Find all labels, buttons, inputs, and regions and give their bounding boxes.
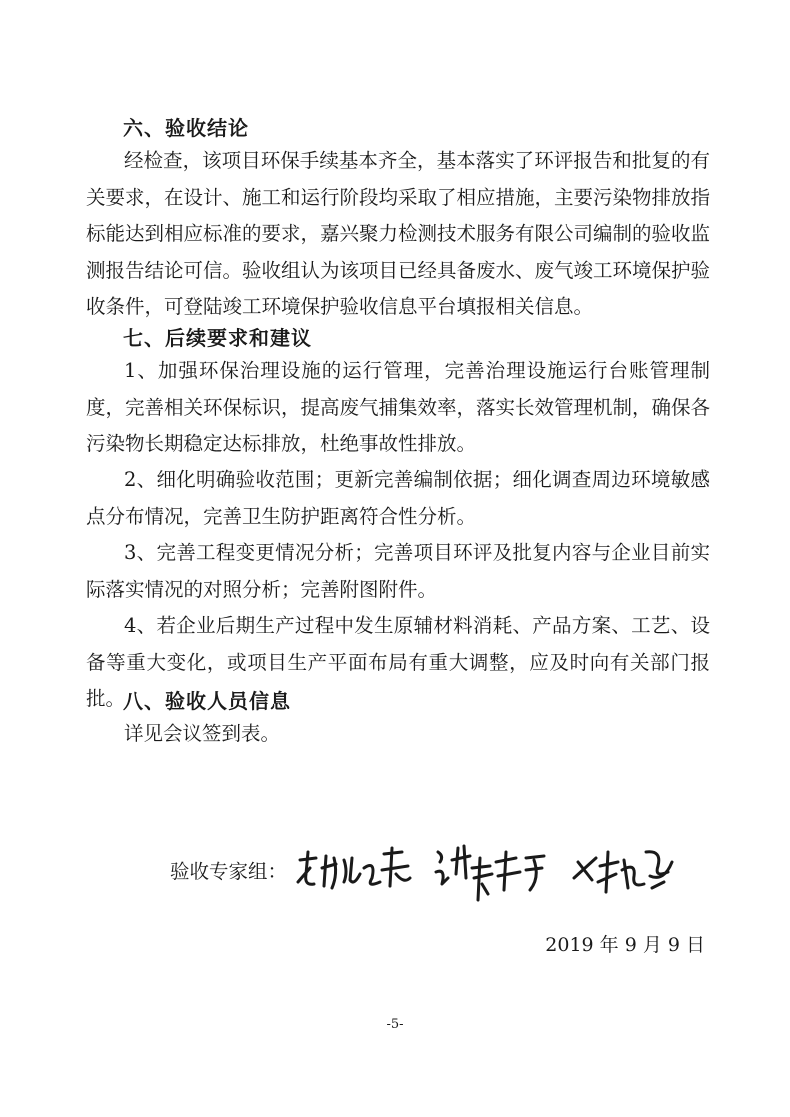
section-6-heading: 六、验收结论 (123, 116, 249, 140)
document-date: 2019 年 9 月 9 日 (545, 934, 705, 956)
handwritten-signature-1 (292, 838, 417, 898)
section-7-item-2: 2、细化明确验收范围；更新完善编制依据；细化调查周边环境敏感点分布情况，完善卫生防护距离符合性分析。 (86, 468, 710, 528)
page-number: -5- (386, 1017, 404, 1032)
section-7-item-1: 1、加强环保治理设施的运行管理，完善治理设施运行台账管理制度，完善相关环保标识，提高废气捕集效率，落实长效管理机制，确保各污染物长期稳定达标排放，杜绝事故性排放。 (86, 359, 711, 455)
handwritten-signature-2 (430, 838, 550, 908)
signature-label: 验收专家组： (170, 860, 288, 883)
handwritten-signature-3 (568, 838, 678, 900)
section-7-item-3: 3、完善工程变更情况分析；完善项目环评及批复内容与企业目前实际落实情况的对照分析；完善附图附件。 (86, 541, 710, 601)
section-8-body: 详见会议签到表。 (124, 722, 281, 745)
section-7-item-4: 4、若企业后期生产过程中发生原辅材料消耗、产品方案、工艺、设备等重大变化，或项目生产平面布局有重大调整，应及时向有关部门报批。 (86, 614, 710, 710)
section-6-body: 经检查，该项目环保手续基本齐全，基本落实了环评报告和批复的有关要求，在设计、施工和运行阶段均采取了相应措施，主要污染物排放指标能达到相应标准的要求，嘉兴聚力检测技术服务有限公司编制的验收监测报告结论可信。验收组认为该项目已经具备废水、废气竣工环境保护验收条件，可登陆竣工环境保护验收信息平台填报相关信息。 (86, 149, 711, 318)
section-8-heading: 八、验收人员信息 (123, 689, 291, 713)
section-7-heading: 七、后续要求和建议 (123, 326, 312, 350)
